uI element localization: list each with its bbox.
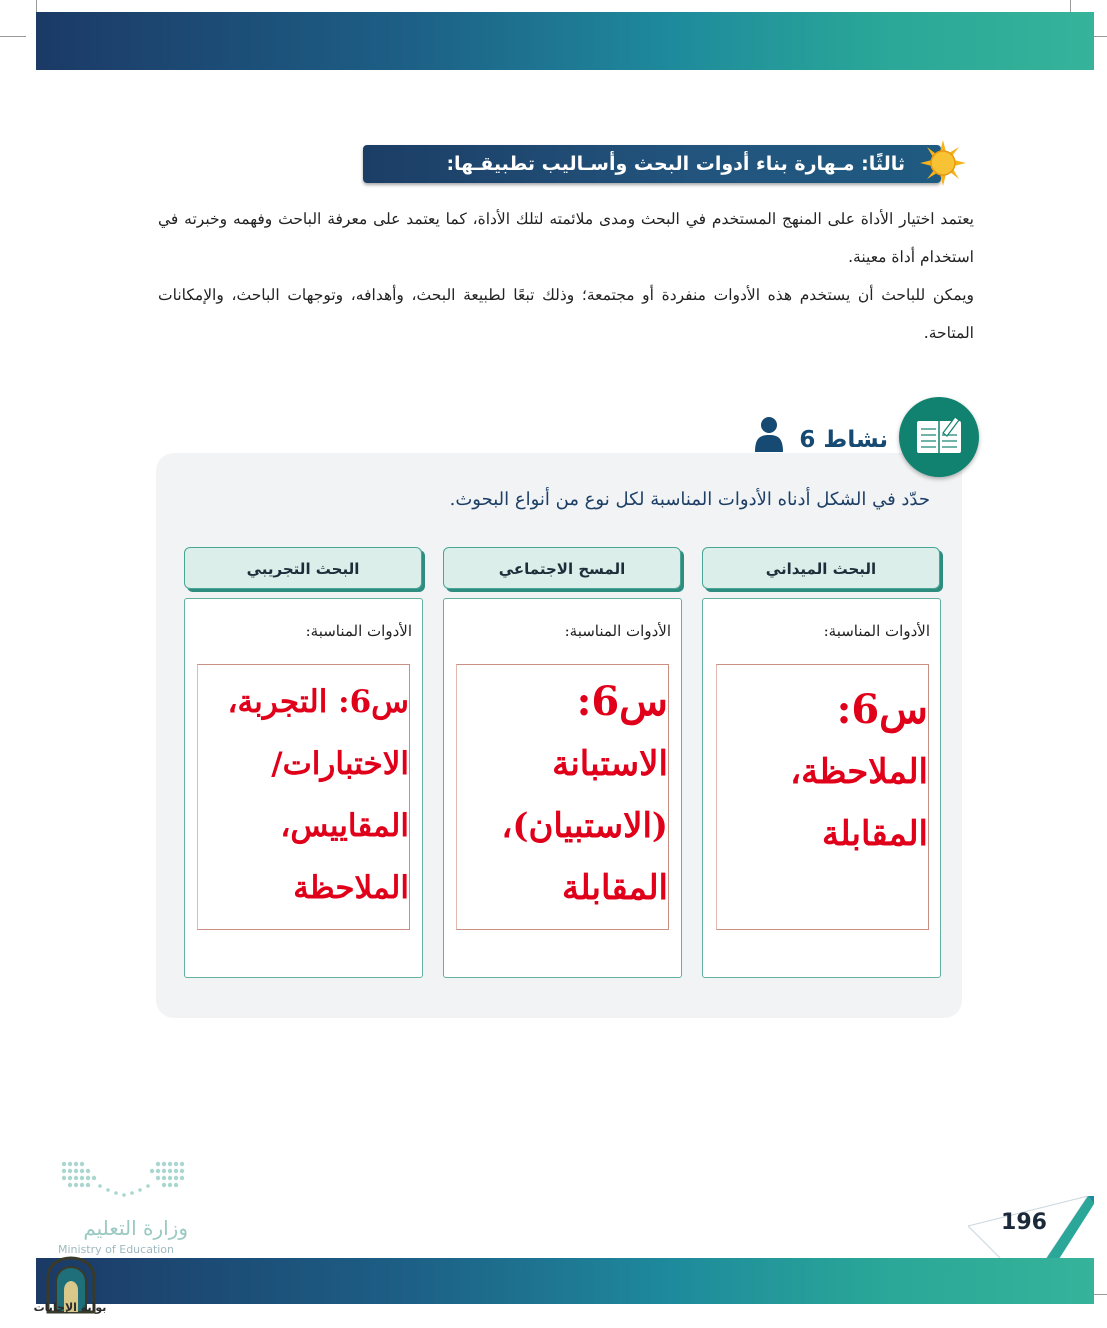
answer-line: (الاستبيان)،	[501, 806, 668, 846]
section-title: ثالثًا: مـهارة بناء أدوات البحث وأسـاليب تطبيقـها:	[446, 153, 905, 175]
answer-line: س6: التجربة،	[227, 684, 409, 720]
answer-line: المقابلة	[822, 814, 928, 854]
top-banner	[36, 12, 1094, 70]
answer-box-social-survey	[456, 664, 669, 930]
answer-line: س6:	[576, 678, 668, 725]
activity-title: نشاط 6	[799, 427, 888, 453]
ministry-name-english: Ministry of Education	[58, 1243, 175, 1256]
person-icon	[754, 416, 784, 452]
watermark-text: بوابة الإجابات	[33, 1301, 107, 1314]
notebook-pen-icon	[899, 397, 979, 477]
paragraph-tool-usage: ويمكن للباحث أن يستخدم هذه الأدوات منفردة أو مجتمعة؛ وذلك تبعًا لطبيعة البحث، وأهدافه، وتوجهات الباحث، والإمكانات المتاحة.	[158, 286, 974, 342]
sun-icon	[918, 138, 968, 188]
answer-box-field-research	[716, 664, 929, 930]
column-header-social-survey: المسح الاجتماعي	[443, 547, 681, 589]
activity-instruction: حدّد في الشكل أدناه الأدوات المناسبة لكل نوع من أنواع البحوث.	[449, 489, 930, 510]
column-label-field-research: الأدوات المناسبة:	[823, 622, 930, 640]
page-number: 196	[1001, 1210, 1047, 1235]
answer-line: س6:	[836, 686, 928, 733]
answer-line: المقاييس،	[280, 808, 409, 844]
crop-mark	[0, 36, 26, 37]
answer-line: الملاحظة،	[790, 752, 928, 792]
answer-line: الملاحظة	[293, 870, 409, 906]
answer-box-experimental-research	[197, 664, 410, 930]
ministry-logo-icon	[60, 1160, 190, 1202]
answer-line: المقابلة	[562, 868, 668, 908]
section-heading-bar	[363, 145, 941, 183]
column-label-social-survey: الأدوات المناسبة:	[564, 622, 671, 640]
column-header-field-research: البحث الميداني	[702, 547, 940, 589]
activity-badge	[899, 397, 979, 477]
column-label-experimental-research: الأدوات المناسبة:	[305, 622, 412, 640]
bottom-banner	[36, 1258, 1094, 1304]
crop-mark	[36, 0, 37, 12]
ministry-name-arabic: وزارة التعليم	[83, 1216, 188, 1240]
answer-line: الاختبارات/	[271, 746, 409, 782]
answer-line: الاستبانة	[552, 744, 668, 784]
paragraph-tool-selection: يعتمد اختيار الأداة على المنهج المستخدم في البحث ومدى ملائمته لتلك الأداة، كما يعتمد على معرفة الباحث وفهمه وخبرته في استخدام أداة معينة.	[158, 210, 974, 266]
column-header-experimental-research: البحث التجريبي	[184, 547, 422, 589]
